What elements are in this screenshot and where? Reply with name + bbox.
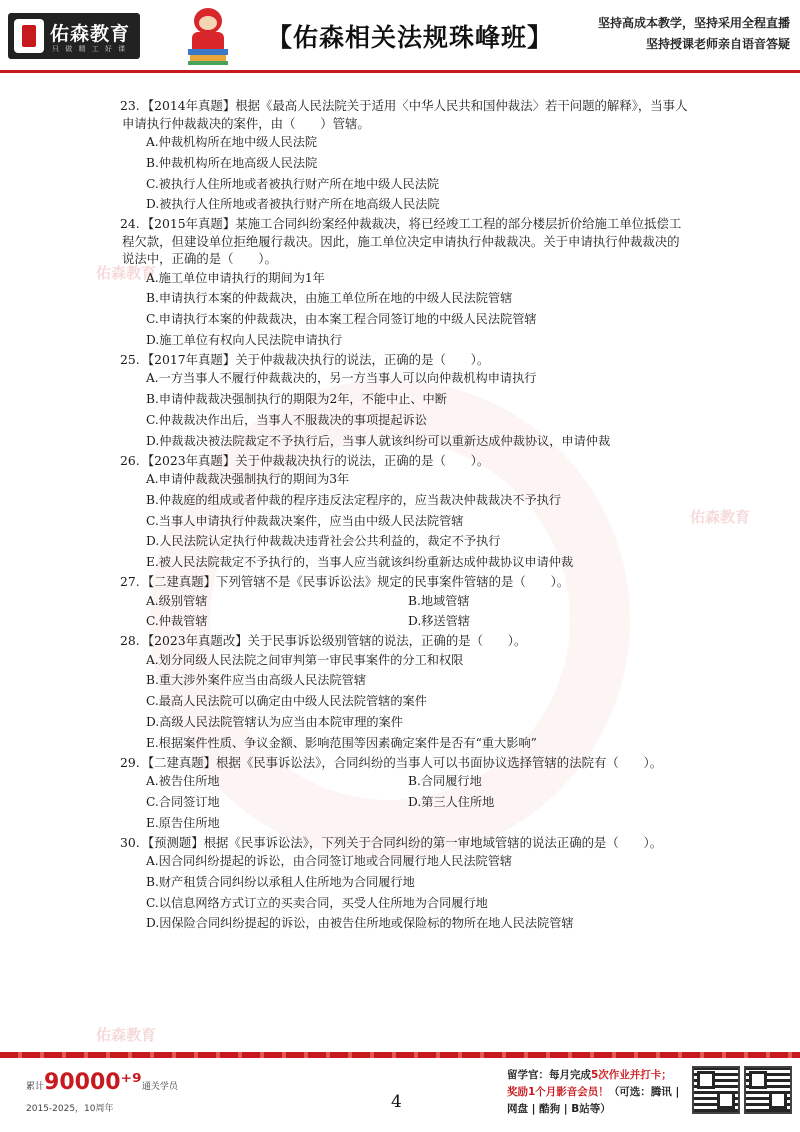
logo-tagline: 只 做 精 工 好 课: [52, 45, 128, 53]
answer-option: D.人民法院认定执行仲裁裁决违背社会公共利益的，裁定不予执行: [146, 534, 501, 549]
answer-option: C.最高人民法院可以确定由中级人民法院管辖的案件: [146, 694, 427, 709]
question-stem: [0, 351, 800, 369]
question-stem: [0, 215, 800, 268]
answer-option: A.因合同纠纷提起的诉讼，由合同签订地或合同履行地人民法院管辖: [146, 854, 513, 869]
answer-option: C.仲裁裁决作出后，当事人不服裁决的事项提起诉讼: [146, 412, 427, 427]
answer-option: A.级别管辖: [146, 593, 208, 608]
answer-option: A.申请仲裁裁决强制执行的期间为3年: [146, 472, 350, 487]
slogan-line-2: 坚持授课老师亲自语音答疑: [645, 37, 790, 51]
footer-divider: [0, 1052, 800, 1058]
option-list: [146, 771, 800, 833]
option-list: [146, 851, 800, 934]
page-number: 4: [391, 1092, 402, 1112]
stat-prefix: 累计: [26, 1082, 45, 1092]
promo-text: [507, 1067, 685, 1118]
answer-option: D.施工单位有权向人民法院申请执行: [146, 333, 343, 348]
question-text: 【预测题】根据《民事诉讼法》，下列关于合同纠纷的第一审地域管辖的说法正确的是（ ）。: [141, 834, 663, 850]
course-title: 【佑森相关法规珠峰班】: [266, 23, 553, 52]
option-list: [146, 650, 800, 754]
answer-option: C.仲裁管辖: [146, 614, 208, 629]
answer-option: D.移送管辖: [408, 614, 470, 629]
answer-option: A.被告住所地: [146, 774, 220, 789]
option-list: [146, 132, 800, 215]
logo-mark-icon: [14, 19, 44, 53]
question-item: [0, 754, 800, 834]
option-list: [146, 268, 800, 351]
qr-code-icon[interactable]: [692, 1066, 740, 1114]
question-text: 【二建真题】下列管辖不是《民事诉讼法》规定的民事案件管辖的是（ ）。: [141, 574, 570, 590]
answer-option: E.被人民法院裁定不予执行的，当事人应当就该纠纷重新达成仲裁协议申请仲裁: [146, 555, 574, 570]
option-list: [146, 591, 800, 633]
question-item: [0, 97, 800, 215]
question-item: [0, 452, 800, 573]
question-text: 【2017年真题】关于仲裁裁决执行的说法，正确的是（ ）。: [141, 351, 490, 367]
promo-line2-red: 奖励1个月影音会员！: [507, 1086, 609, 1098]
question-item: [0, 573, 800, 632]
watermark-logo: 佑森教育: [96, 1027, 157, 1044]
answer-option: B.申请执行本案的仲裁裁决，由施工单位所在地的中级人民法院管辖: [146, 291, 513, 306]
answer-option: A.仲裁机构所在地中级人民法院: [146, 135, 318, 149]
answer-option: C.申请执行本案的仲裁裁决，由本案工程合同签订地的中级人民法院管辖: [146, 312, 537, 327]
promo-line1-red: 5次作业并打卡；: [591, 1069, 672, 1081]
option-list: [146, 368, 800, 451]
promo-line2-b: （可选：腾讯 |: [608, 1086, 680, 1098]
promo-line3: 网盘 | 酷狗 | B站等）: [507, 1103, 611, 1115]
answer-option: A.一方当事人不履行仲裁裁决的，另一方当事人可以向仲裁机构申请执行: [146, 371, 537, 386]
question-list: [0, 97, 800, 934]
question-number: 30.: [120, 834, 140, 850]
answer-option: D.高级人民法院管辖认为应当由本院审理的案件: [146, 715, 403, 730]
question-text: 【二建真题】根据《民事诉讼法》，合同纠纷的当事人可以书面协议选择管辖的法院有（ ）。: [141, 754, 663, 770]
watermark-logo: 佑森教育: [690, 509, 751, 526]
answer-option: B.申请仲裁裁决强制执行的期限为2年，不能中止、中断: [146, 392, 447, 407]
answer-option: B.财产租赁合同纠纷以承租人住所地为合同履行地: [146, 874, 415, 889]
answer-option: D.被执行人住所地或者被执行财产所在地高级人民法院: [146, 197, 440, 212]
question-number: 28.: [120, 633, 140, 649]
answer-option: D.仲裁裁决被法院裁定不予执行后，当事人就该纠纷可以重新达成仲裁协议，申请仲裁: [146, 433, 611, 448]
answer-option: A.施工单位申请执行的期间为1年: [146, 270, 325, 285]
answer-option: E.根据案件性质、争议金额、影响范围等因素确定案件是否有“重大影响”: [146, 735, 537, 750]
stat-suffix: 通关学员: [141, 1082, 178, 1092]
stat-number: 90000⁺⁹: [44, 1070, 142, 1095]
stat-years: 2015-2025，10周年: [26, 1104, 114, 1114]
logo-name: 佑森教育: [50, 23, 131, 45]
question-item: [0, 632, 800, 753]
answer-option: C.以信息网络方式订立的买卖合同，买受人住所地为合同履行地: [146, 895, 488, 910]
mascot-icon: [186, 8, 230, 64]
question-number: 26.: [120, 452, 140, 468]
answer-option: A.划分同级人民法院之间审判第一审民事案件的分工和权限: [146, 652, 464, 667]
question-item: [0, 834, 800, 935]
answer-option: D.因保险合同纠纷提起的诉讼，由被告住所地或保险标的物所在地人民法院管辖: [146, 916, 574, 931]
answer-option: B.仲裁庭的组成或者仲裁的程序违反法定程序的，应当裁决仲裁裁决不予执行: [146, 492, 562, 507]
question-stem: [0, 97, 800, 132]
question-number: 29.: [120, 754, 140, 770]
question-item: [0, 351, 800, 452]
page-header: [0, 0, 800, 72]
question-stem: [0, 754, 800, 772]
header-divider: [0, 70, 800, 73]
question-text: 【2015年真题】某施工合同纠纷案经仲裁裁决，将已经竣工工程的部分楼层折价给施工单位抵偿工程欠款，但建设单位拒绝履行裁决。因此，施工单位决定申请执行仲裁裁决。关于申请执行仲裁裁决的说法中，正确的是（ ）。: [122, 216, 682, 267]
answer-option: B.地域管辖: [408, 593, 470, 608]
option-list: [146, 469, 800, 573]
question-text: 【2014年真题】根据《最高人民法院关于适用〈中华人民共和国仲裁法〉若干问题的解释》，当事人申请执行仲裁裁决的案件，由（ ）管辖。: [122, 98, 688, 131]
question-number: 27.: [120, 574, 140, 590]
student-count: [26, 1070, 178, 1095]
question-number: 24.: [120, 216, 140, 232]
answer-option: D.第三人住所地: [408, 794, 495, 809]
brand-logo: [8, 13, 140, 59]
question-text: 【2023年真题改】关于民事诉讼级别管辖的说法，正确的是（ ）。: [141, 633, 527, 649]
question-item: [0, 215, 800, 351]
question-number: 23.: [120, 98, 140, 113]
question-stem: [0, 452, 800, 470]
question-number: 25.: [120, 351, 140, 367]
answer-option: B.重大涉外案件应当由高级人民法院管辖: [146, 673, 367, 688]
answer-option: C.当事人申请执行仲裁裁决案件，应当由中级人民法院管辖: [146, 513, 464, 528]
question-stem: [0, 632, 800, 650]
answer-option: E.原告住所地: [146, 815, 220, 830]
question-text: 【2023年真题】关于仲裁裁决执行的说法，正确的是（ ）。: [141, 452, 490, 468]
question-stem: [0, 573, 800, 591]
question-stem: [0, 834, 800, 852]
answer-option: B.合同履行地: [408, 774, 482, 789]
qr-code-icon[interactable]: [744, 1066, 792, 1114]
answer-option: C.被执行人住所地或者被执行财产所在地中级人民法院: [146, 176, 440, 191]
slogan-line-1: 坚持高成本教学，坚持采用全程直播: [597, 16, 790, 30]
answer-option: B.仲裁机构所在地高级人民法院: [146, 155, 318, 170]
answer-option: C.合同签订地: [146, 794, 220, 809]
watermark-logo: 佑森教育: [96, 265, 157, 282]
promo-line1-a: 留学官：每月完成: [507, 1069, 591, 1081]
